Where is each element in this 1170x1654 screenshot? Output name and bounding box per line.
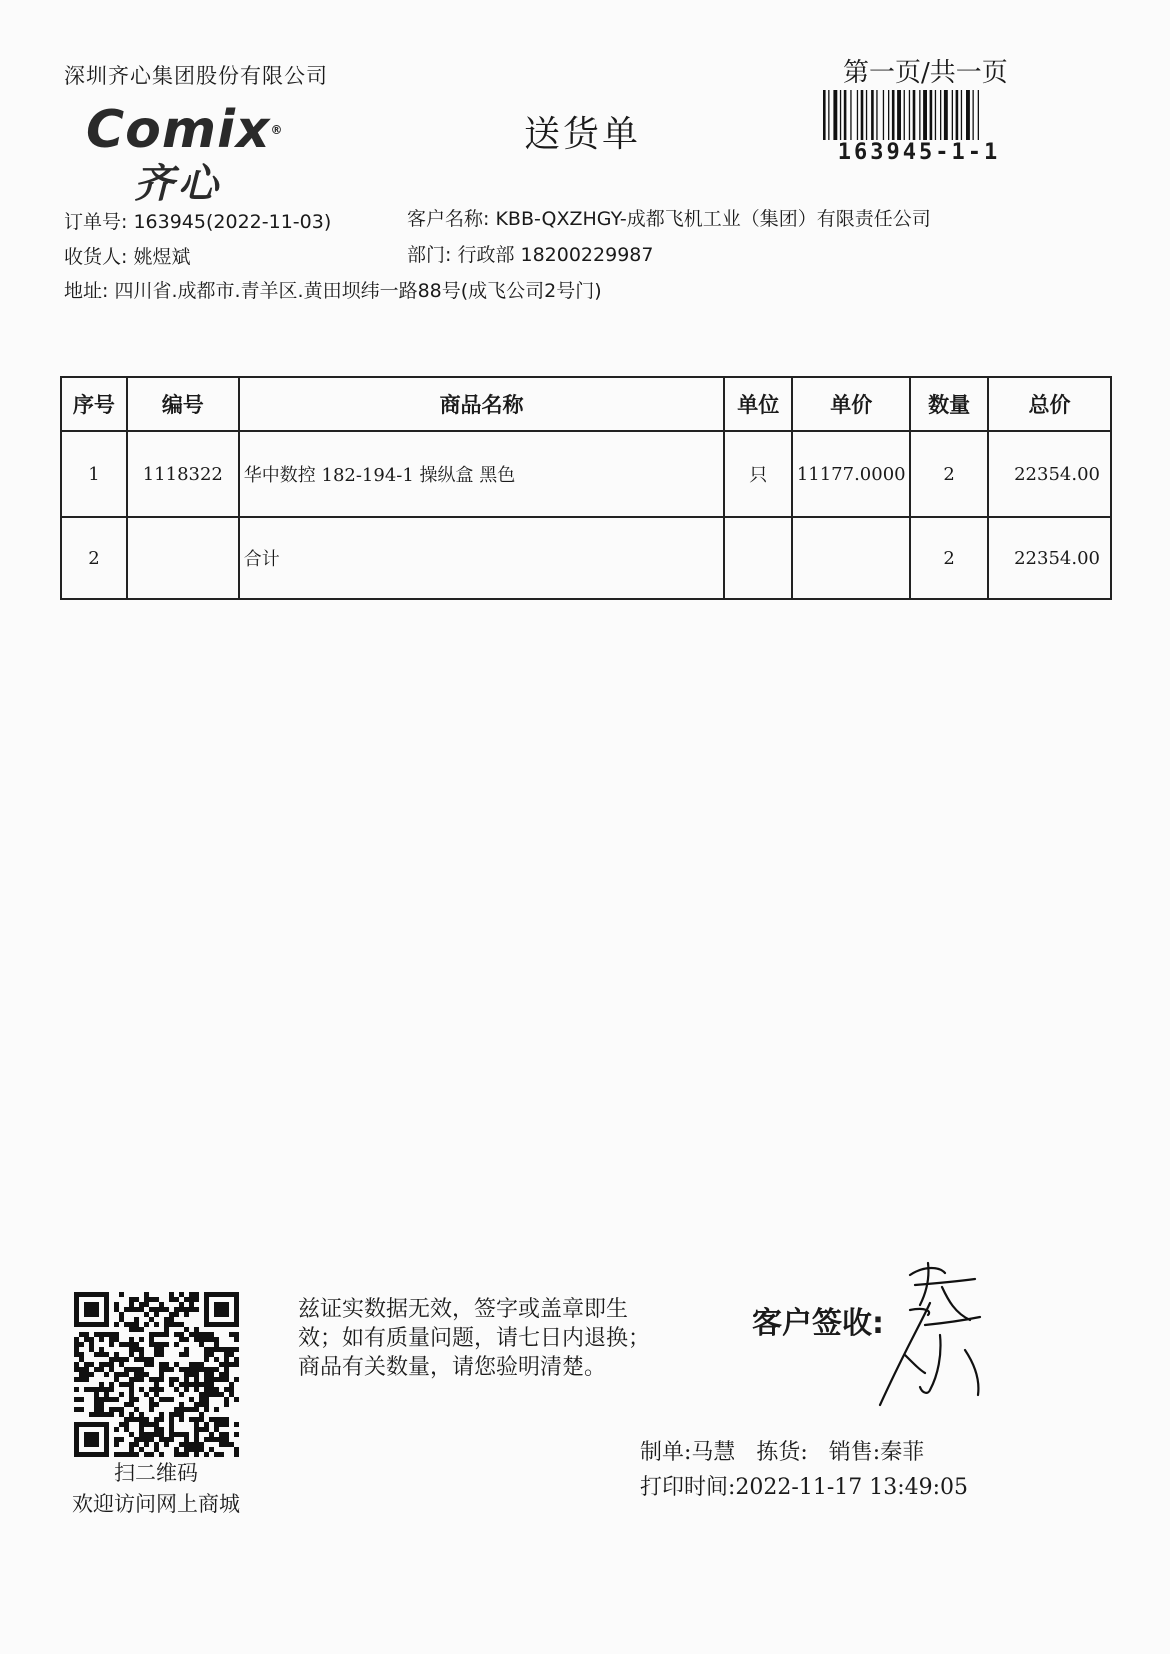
customer-name bbox=[407, 204, 931, 231]
address bbox=[64, 276, 602, 303]
customer-value: KBB-QXZHGY-成都飞机工业（集团）有限责任公司 bbox=[495, 208, 931, 230]
cell-qty: 2 bbox=[910, 431, 988, 517]
qr-caption bbox=[56, 1458, 256, 1520]
col-header-qty: 数量 bbox=[910, 377, 988, 431]
notice-line2: 效；如有质量问题，请七日内退换； bbox=[298, 1326, 651, 1351]
signature-icon bbox=[870, 1255, 1000, 1415]
customer-sign-label: 客户签收: bbox=[752, 1306, 884, 1341]
cell-price bbox=[792, 517, 910, 599]
col-header-index: 序号 bbox=[61, 377, 127, 431]
logo-text: Comix bbox=[86, 100, 271, 160]
cell-total: 22354.00 bbox=[988, 517, 1111, 599]
notice-line3: 商品有关数量，请您验明清楚。 bbox=[298, 1355, 607, 1380]
dept-label: 部门: bbox=[407, 244, 452, 266]
cell-unit: 只 bbox=[724, 431, 792, 517]
notice-line1: 兹证实数据无效，签字或盖章即生 bbox=[298, 1297, 629, 1322]
table-row bbox=[61, 431, 1111, 517]
cell-qty: 2 bbox=[910, 517, 988, 599]
document-title: 送货单 bbox=[524, 114, 642, 155]
address-value: 四川省.成都市.青羊区.黄田坝纬一路88号(成飞公司2号门) bbox=[114, 280, 602, 302]
cell-code bbox=[127, 517, 239, 599]
receiver-value: 姚煜斌 bbox=[133, 246, 191, 268]
receiver-label: 收货人: bbox=[64, 246, 128, 268]
logo-chinese: 齐心 bbox=[134, 161, 222, 207]
qr-code-icon bbox=[74, 1292, 239, 1457]
order-number bbox=[64, 207, 331, 234]
barcode-icon bbox=[822, 90, 1016, 140]
table-row bbox=[61, 517, 1111, 599]
page-indicator: 第一页/共一页 bbox=[843, 58, 1008, 88]
notice-text bbox=[298, 1295, 668, 1382]
table-header-row bbox=[61, 377, 1111, 431]
company-name: 深圳齐心集团股份有限公司 bbox=[64, 64, 328, 88]
print-time: 打印时间:2022-11-17 13:49:05 bbox=[640, 1475, 969, 1500]
staff-info: 制单:马慧 拣货: 销售:秦菲 bbox=[640, 1440, 925, 1465]
col-header-total: 总价 bbox=[988, 377, 1111, 431]
order-label: 订单号: bbox=[64, 211, 128, 233]
dept-value: 行政部 18200229987 bbox=[457, 244, 654, 266]
brand-logo bbox=[86, 100, 284, 160]
barcode-number: 163945-1-1 bbox=[837, 140, 1001, 165]
qr-caption-line1: 扫二维码 bbox=[114, 1461, 198, 1485]
order-value: 163945(2022-11-03) bbox=[133, 211, 332, 233]
receiver bbox=[64, 242, 190, 269]
cell-price: 11177.0000 bbox=[792, 431, 910, 517]
col-header-product: 商品名称 bbox=[239, 377, 725, 431]
customer-label: 客户名称: bbox=[407, 208, 490, 230]
cell-product: 合计 bbox=[239, 517, 725, 599]
cell-index: 2 bbox=[61, 517, 127, 599]
cell-index: 1 bbox=[61, 431, 127, 517]
registered-mark: ® bbox=[270, 123, 284, 137]
cell-code: 1118322 bbox=[127, 431, 239, 517]
cell-product: 华中数控 182-194-1 操纵盒 黑色 bbox=[239, 431, 725, 517]
department bbox=[407, 240, 653, 267]
col-header-code: 编号 bbox=[127, 377, 239, 431]
col-header-price: 单价 bbox=[792, 377, 910, 431]
cell-total: 22354.00 bbox=[988, 431, 1111, 517]
qr-caption-line2: 欢迎访问网上商城 bbox=[72, 1492, 240, 1516]
cell-unit bbox=[724, 517, 792, 599]
items-table bbox=[60, 376, 1112, 600]
col-header-unit: 单位 bbox=[724, 377, 792, 431]
address-label: 地址: bbox=[64, 280, 109, 302]
